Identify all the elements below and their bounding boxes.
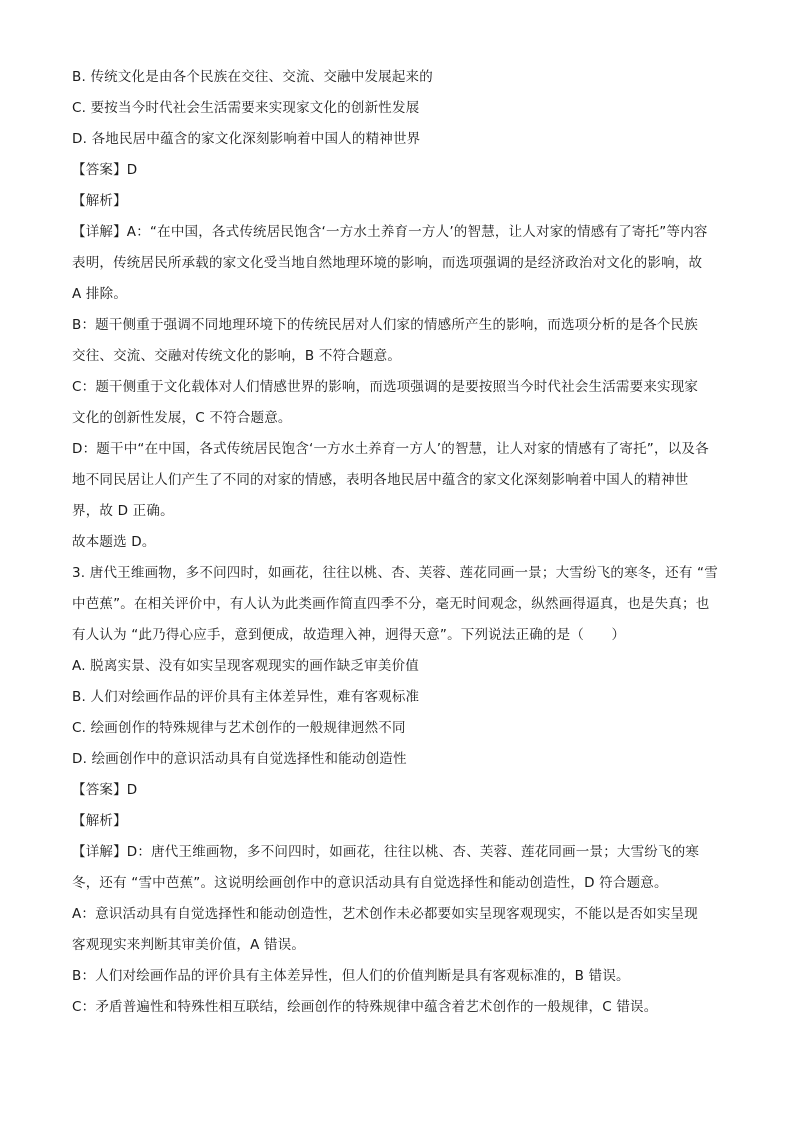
- q3-analysis-tag: 【解析】: [72, 813, 127, 829]
- q3-stem-line2: 中芭蕉”。在相关评价中，有人认为此类画作简直四季不分，毫无时间观念，纵然画得逼真，也是失真；也: [72, 596, 710, 612]
- q2-analysis-tag: 【解析】: [72, 193, 127, 209]
- q3-option-a: A. 脱离实景、没有如实呈现客观现实的画作缺乏审美价值: [72, 658, 419, 674]
- q3-detail-d-line1: 【详解】D：唐代王维画物，多不问四时，如画花，往往以桃、杏、芙蓉、莲花同画一景；大雪纷飞的寒: [72, 844, 700, 860]
- q2-detail-a-line1: 【详解】A：“在中国，各式传统居民饱含‘一方水土养育一方人’的智慧，让人对家的情感有了寄托”等内容: [72, 224, 708, 240]
- q2-detail-a-line3: A 排除。: [72, 286, 128, 302]
- q3-stem-line3: 有人认为 “此乃得心应手，意到便成，故造理入神，迥得天意”。下列说法正确的是（ ）: [72, 627, 626, 643]
- q3-detail-a-line2: 客观现实来判断其审美价值，A 错误。: [72, 937, 306, 953]
- q2-detail-d-line3: 界，故 D 正确。: [72, 503, 174, 519]
- q3-stem-line1: 3. 唐代王维画物，多不问四时，如画花，往往以桃、杏、芙蓉、莲花同画一景；大雪纷飞的寒冬，还有 “雪: [72, 565, 718, 581]
- q2-answer: 【答案】D: [72, 162, 138, 178]
- q2-option-b: B. 传统文化是由各个民族在交往、交流、交融中发展起来的: [72, 69, 433, 85]
- document-page: [72, 62, 722, 1023]
- q3-detail-d-line2: 冬，还有 “雪中芭蕉”。这说明绘画创作中的意识活动具有自觉选择性和能动创造性，D 符合题意。: [72, 875, 668, 891]
- q2-detail-d-line2: 地不同民居让人们产生了不同的对家的情感，表明各地民居中蕴含的家文化深刻影响着中国人的精神世: [72, 472, 689, 488]
- q2-option-c: C. 要按当今时代社会生活需要来实现家文化的创新性发展: [72, 100, 420, 116]
- q3-option-d: D. 绘画创作中的意识活动具有自觉选择性和能动创造性: [72, 751, 407, 767]
- q2-detail-a-line2: 表明，传统居民所承载的家文化受当地自然地理环境的影响，而选项强调的是经济政治对文化的影响，故: [72, 255, 703, 271]
- q3-detail-a-line1: A：意识活动具有自觉选择性和能动创造性，艺术创作未必都要如实呈现客观现实，不能以是否如实呈现: [72, 906, 698, 922]
- q3-detail-c: C：矛盾普遍性和特殊性相互联结，绘画创作的特殊规律中蕴含着艺术创作的一般规律，C 错误。: [72, 999, 658, 1015]
- q3-answer: 【答案】D: [72, 782, 138, 798]
- q2-detail-b-line2: 交往、交流、交融对传统文化的影响，B 不符合题意。: [72, 348, 402, 364]
- q3-option-c: C. 绘画创作的特殊规律与艺术创作的一般规律迥然不同: [72, 720, 406, 736]
- q3-detail-b: B：人们对绘画作品的评价具有主体差异性，但人们的价值判断是具有客观标准的，B 错误。: [72, 968, 630, 984]
- q3-option-b: B. 人们对绘画作品的评价具有主体差异性，难有客观标准: [72, 689, 420, 705]
- q2-detail-c-line2: 文化的创新性发展，C 不符合题意。: [72, 410, 292, 426]
- q2-detail-d-line1: D：题干中“在中国，各式传统居民饱含‘一方水土养育一方人’的智慧，让人对家的情感有了寄托”，以及各: [72, 441, 709, 457]
- q2-detail-b-line1: B：题干侧重于强调不同地理环境下的传统民居对人们家的情感所产生的影响，而选项分析的是各个民族: [72, 317, 698, 333]
- q2-option-d: D. 各地民居中蕴含的家文化深刻影响着中国人的精神世界: [72, 131, 421, 147]
- q2-detail-c-line1: C：题干侧重于文化载体对人们情感世界的影响，而选项强调的是要按照当今时代社会生活需要来实现家: [72, 379, 699, 395]
- q2-conclusion: 故本题选 D。: [72, 534, 156, 550]
